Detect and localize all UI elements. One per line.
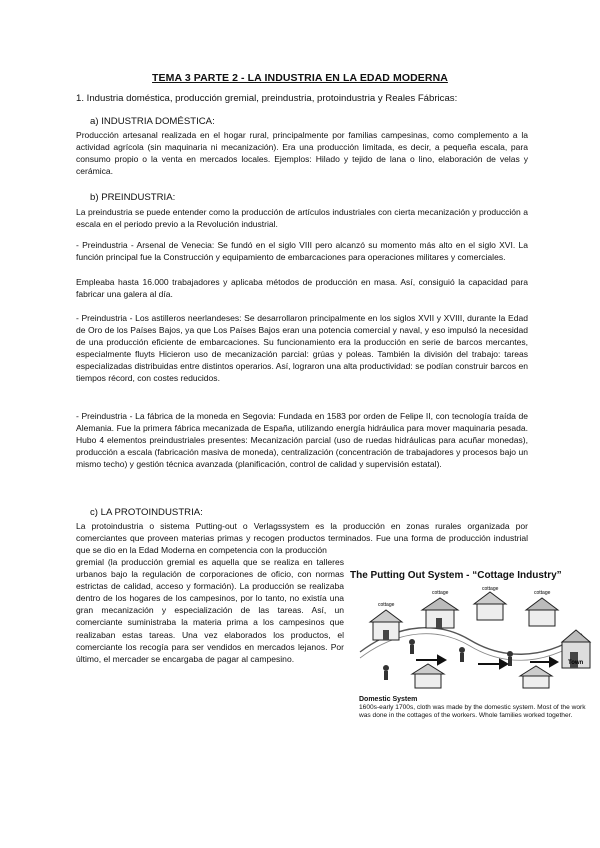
paragraph-astilleros: - Preindustria - Los astilleros neerlandeses: Se desarrollaron principalmente en los siglos XVII y XVIII, durante la Edad de Oro de los Países Bajos, ya que Los Países Bajos eran una potencia comercial y naval, y eso impulsó la necesidad de una producción eficiente de embarcaciones. Su funcionamiento era la producción en serie de barcos mercantes, especialmente fluyts Hicieron uso de mecanización parcial: grúas y poleas. También la división del trabajo: tareas especializadas distribuidas entre distintos operarios. Así, lograron una alta productividad: se podían construir barcos en tiempos récord, con costes reducidos. bbox=[76, 313, 528, 384]
heading-protoindustria: c) LA PROTOINDUSTRIA: bbox=[90, 507, 203, 518]
figure-label: Town bbox=[568, 660, 584, 666]
figure-label: cottage bbox=[378, 602, 395, 608]
figure-caption-title: Domestic System bbox=[359, 696, 418, 703]
page-title: TEMA 3 PARTE 2 - LA INDUSTRIA EN LA EDAD MODERNA bbox=[152, 72, 448, 84]
paragraph-domestica: Producción artesanal realizada en el hogar rural, principalmente por familias campesinas, como complemento a la actividad agrícola (sin maquinaria ni mecanización). Era una producción limitada, es decir, a pequeña escala, para consumo propio o la venta en mercados locales. Ejemplos: Hilado y tejido de lana o lino, elaboración de velas y cerámica. bbox=[76, 130, 528, 177]
paragraph-venecia: - Preindustria - Arsenal de Venecia: Se fundó en el siglo VIII pero alcanzó su momento más alto en el siglo XVI. La función principal fue la Construcción y equipamiento de embarcaciones para operaciones militares y comerciales. bbox=[76, 240, 528, 263]
figure-caption: 1600s-early 1700s, cloth was made by the domestic system. Most of the work was done in the cottages of the workers. Whole families worked together. bbox=[359, 704, 586, 720]
figure-label: cottage bbox=[534, 590, 551, 596]
paragraph-segovia: - Preindustria - La fábrica de la moneda en Segovia: Fundada en 1583 por orden de Felipe II, con tecnología traída de Alemania. Fue la primera fábrica mecanizada de España, utilizando energía hidráulica para mover maquinaria pesada. Hubo 4 elementos preindustriales presentes: Mecanización parcial (uso de ruedas hidráulicas para acuñar monedas), producción a escala (fabricación masiva de moneda), centralización (concentración de trabajadores y procesos bajo un mismo techo) y gestión técnica avanzada (planificación, control de calidad y supervisión estatal). bbox=[76, 411, 528, 470]
paragraph-protoindustria: La protoindustria o sistema Putting-out o Verlagssystem es la producción en zonas rurales organizada por comerciantes que proveen materias primas y recogen productos terminados. Fue una forma de producción industrial que se dio en la Edad Moderna en competencia con la producción bbox=[76, 521, 528, 556]
heading-domestica: a) INDUSTRIA DOMÉSTICA: bbox=[90, 116, 215, 127]
intro-line: 1. Industria doméstica, producción gremial, preindustria, protoindustria y Reales Fábricas: bbox=[76, 93, 458, 104]
paragraph-protoindustria-2: gremial (la producción gremial es aquella que se realiza en talleres urbanos bajo la regulación de corporaciones de oficio, con normas estrictas de calidad, acceso y formación). La producción se realizaba dentro de los hogares de los campesinos, por lo tanto, no existía una gran mecanización y especialización de las tareas. Así, un comerciante suministraba la materia prima a los campesinos que realizaban estas tareas. Una vez elaborados los productos, el comerciante los recogía para ser vendidos en mercados lejanos. Por último, el mercader se encargaba de pagar al campesino. bbox=[76, 557, 344, 664]
cottage-illustration bbox=[350, 582, 600, 700]
figure-label: cottage bbox=[482, 586, 499, 592]
heading-preindustria: b) PREINDUSTRIA: bbox=[90, 192, 176, 203]
paragraph-preindustria: La preindustria se puede entender como la producción de artículos industriales con cierta mecanización y producción a escala en el periodo previo a la Revolución industrial. bbox=[76, 207, 528, 230]
figure-title: The Putting Out System - “Cottage Industry” bbox=[350, 570, 562, 581]
paragraph-venecia-2: Empleaba hasta 16.000 trabajadores y aplicaba métodos de producción en masa. Así, consiguió la capacidad para fabricar una galera al día. bbox=[76, 277, 528, 300]
cottage-industry-figure bbox=[350, 570, 600, 740]
figure-label: cottage bbox=[432, 590, 449, 596]
